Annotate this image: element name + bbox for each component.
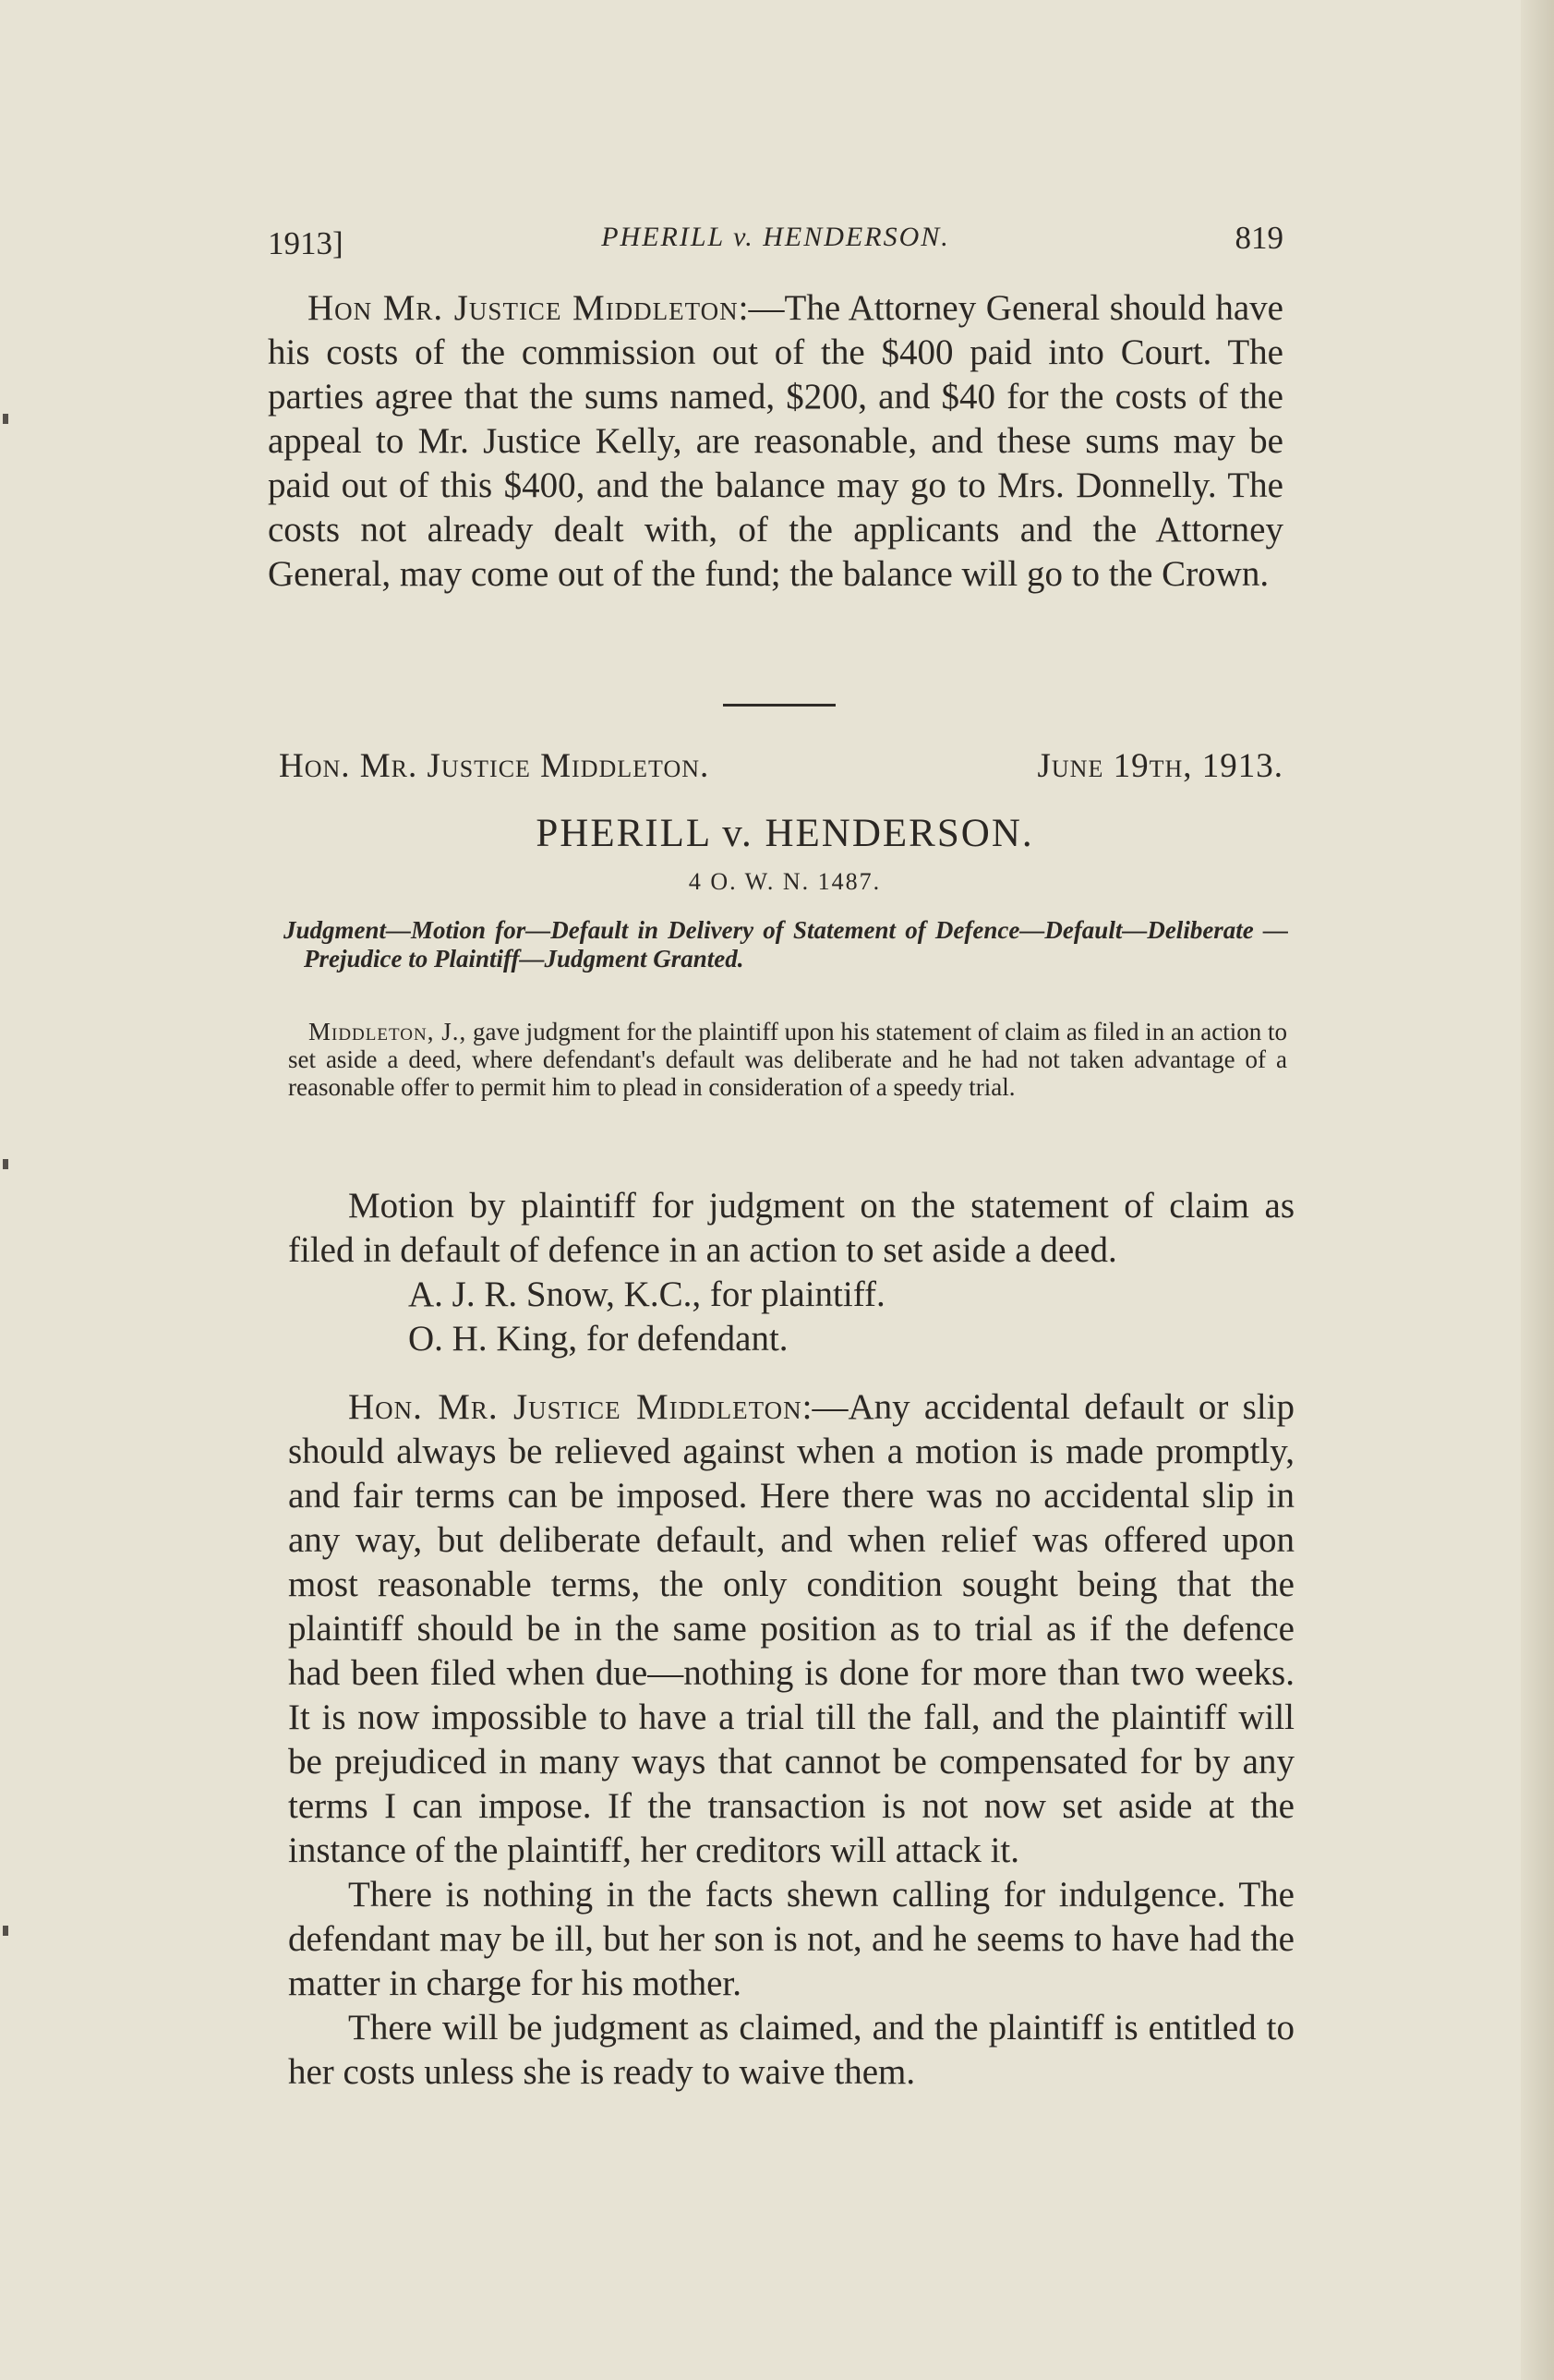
catchwords: Judgment—Motion for—Default in Delivery of Statement of Defence—Default—Deliberate — Prejudice to Plaintiff—Judgment Granted.: [283, 916, 1288, 973]
case-judge-line: [279, 746, 1283, 786]
case-date: June 19th, 1913.: [1037, 747, 1283, 785]
judgment-speaker: Hon. Mr. Justice Middleton: [348, 1387, 802, 1427]
first-judgment: [268, 286, 1283, 597]
headnote: [288, 1018, 1287, 1101]
judgment-paragraph-1: [288, 1385, 1295, 1873]
margin-mark: [3, 414, 8, 424]
judgment-p1-text: :—Any accidental default or slip should always be relieved against when a motion is made promptly, and fair terms can be imposed. Here there was no accidental slip in any way, but deliberate default, and when relief was offered upon most reasonable terms, the only condition sought being that the plaintiff should be in the same position as to trial as if the defence had been filed when due—nothing is done for more than two weeks. It is now impossible to have a trial till the fall, and the plaintiff will be prejudiced in many ways that cannot be compensated for by any terms I can impose. If the transaction is not now set aside at the instance of the plaintiff, her creditors will attack it.: [288, 1387, 1295, 1870]
counsel-plaintiff: A. J. R. Snow, K.C., for plaintiff.: [408, 1275, 885, 1314]
margin-mark: [3, 1926, 8, 1936]
page-number: 819: [1235, 220, 1283, 256]
page-edge: [1521, 0, 1554, 2380]
motion-paragraph: Motion by plaintiff for judgment on the statement of claim as filed in default of defence in an action to set aside a deed.: [288, 1186, 1295, 1270]
judgment-paragraph-2: There is nothing in the facts shewn calling for indulgence. The defendant may be ill, but her son is not, and he seems to have had the matter in charge for his mother.: [288, 1875, 1295, 2003]
page-header: [268, 214, 1283, 260]
running-title: PHERILL v. HENDERSON.: [601, 222, 950, 252]
headnote-text: gave judgment for the plaintiff upon his statement of claim as filed in an action to set aside a deed, where defendant's default was deliberate and he had not taken advantage of a reasonable offer to permit him to plead in consideration of a speedy trial.: [288, 1018, 1288, 1101]
case-judge: Hon. Mr. Justice Middleton.: [279, 747, 710, 785]
case-title: PHERILL v. HENDERSON.: [536, 812, 1034, 855]
first-judgment-text: :—The Attorney General should have his costs of the commission out of the $400 paid into Court. The parties agree that the sums named, $200, and $40 for the costs of the appeal to Mr. Justice Kelly, are reasonable, and these sums may be paid out of this $400, and the balance may go to Mrs. Donnelly. The costs not already dealt with, of the applicants and the Attorney General, may come out of the fund; the balance will go to the Crown.: [268, 288, 1283, 594]
header-year: 1913]: [268, 225, 343, 261]
main-text: [288, 1184, 1295, 2095]
first-judgment-speaker: Hon Mr. Justice Middleton: [307, 288, 739, 328]
case-citation: 4 O. W. N. 1487.: [688, 868, 882, 895]
counsel-defendant: O. H. King, for defendant.: [408, 1319, 789, 1359]
judgment-paragraph-3: There will be judgment as claimed, and the plaintiff is entitled to her costs unless she is ready to waive them.: [288, 2008, 1295, 2092]
margin-mark: [3, 1159, 8, 1169]
headnote-name: Middleton, J.,: [308, 1018, 467, 1045]
section-rule: [723, 704, 836, 707]
